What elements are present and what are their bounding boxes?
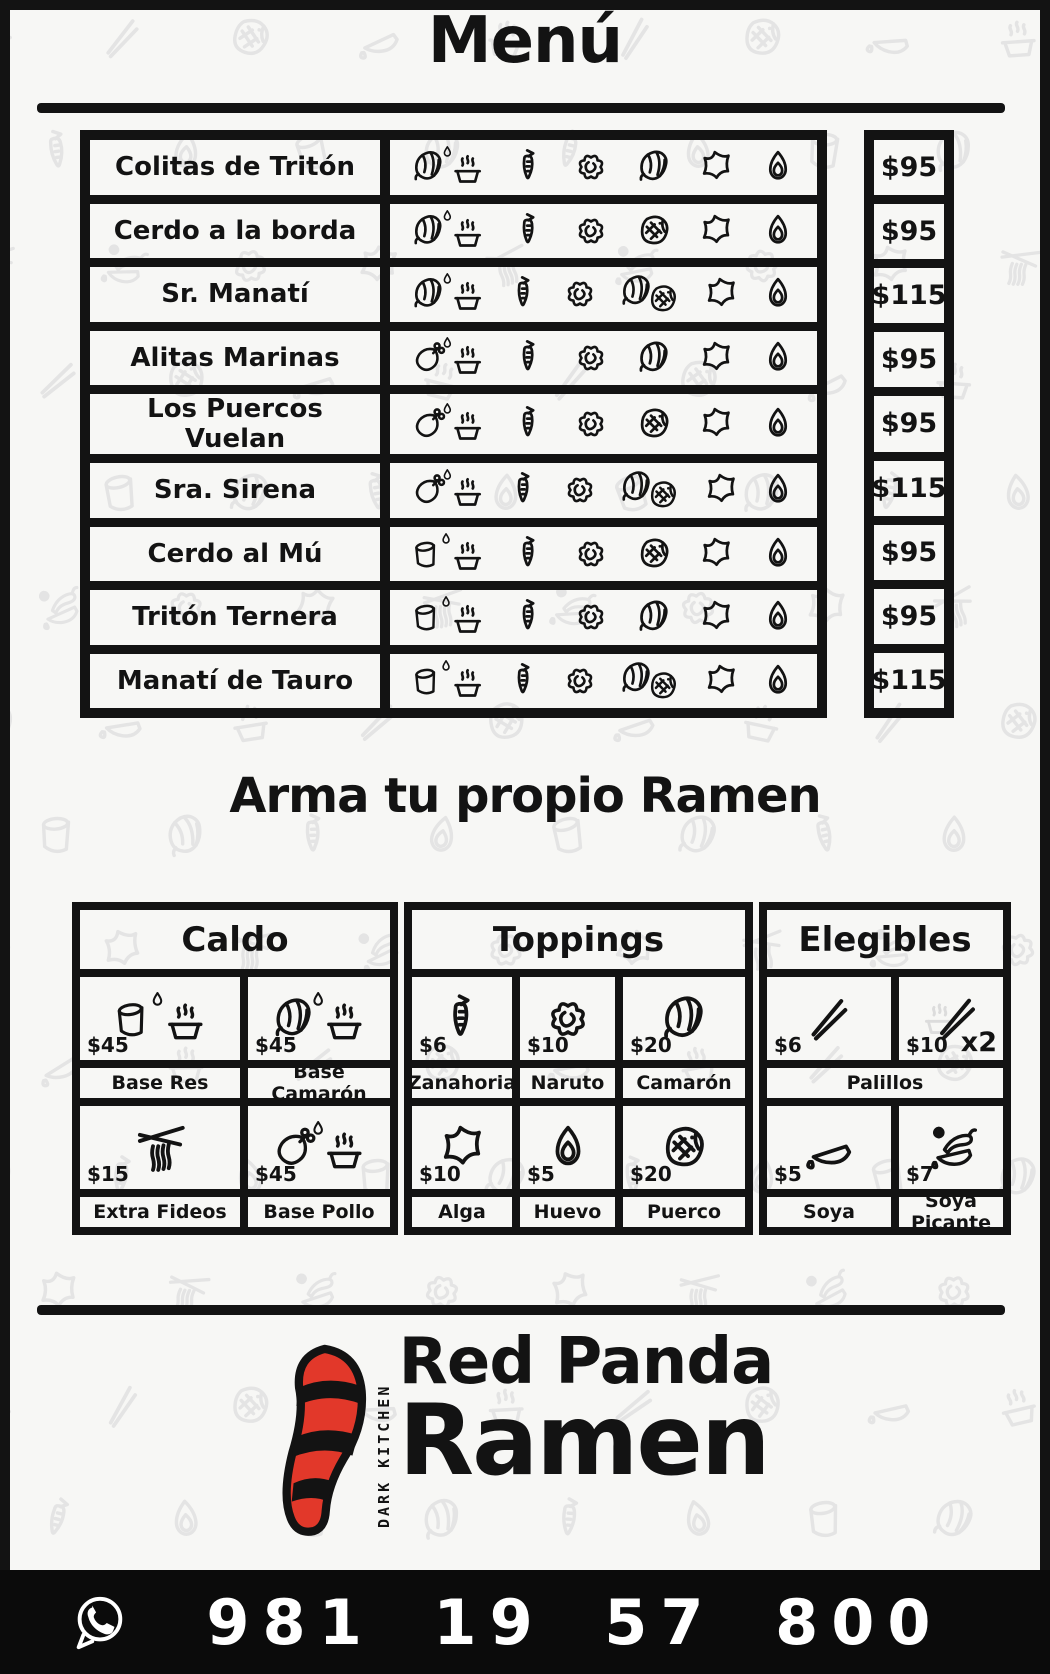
alga-icon: [697, 337, 735, 379]
builder-option-cell: [767, 977, 891, 1060]
menu-row: [90, 581, 817, 645]
builder-option-label: Base Res: [111, 1072, 209, 1094]
huevo-icon: [759, 273, 797, 315]
camaron-puerco-icon: [618, 272, 684, 316]
base-res-icon: [410, 594, 486, 640]
builder-icon-row: [767, 1106, 1003, 1189]
naruto-icon: [572, 337, 610, 379]
brand-logo: [0, 1325, 1050, 1540]
menu-item-ingredients: [390, 331, 817, 386]
alga-icon: [697, 533, 735, 575]
huevo-icon: [759, 337, 797, 379]
builder-option-cell: [512, 977, 615, 1060]
alga-icon: [702, 660, 740, 702]
huevo-icon: [759, 146, 797, 188]
builder-option-price: $45: [255, 1162, 297, 1186]
builder-option-price: $6: [774, 1033, 802, 1057]
brand-line2: Ramen: [398, 1384, 769, 1499]
builder-group-header: Toppings: [412, 910, 745, 977]
builder-option-label: Alga: [438, 1201, 486, 1223]
naruto-icon: [572, 596, 610, 638]
builder-label-row: [767, 1060, 1003, 1106]
builder-icon-row: [412, 977, 745, 1060]
alga-icon: [697, 146, 735, 188]
menu-item-price: $95: [874, 323, 944, 387]
menu-row: [90, 140, 817, 195]
base-camaron-icon: [410, 144, 486, 190]
zanahoria-icon: [510, 596, 548, 638]
menu-table: [80, 130, 827, 718]
builder-option-label: Camarón: [615, 1068, 745, 1098]
alga-icon: [697, 210, 735, 252]
builder-option-price: $15: [87, 1162, 129, 1186]
camaron-puerco-icon: [618, 659, 684, 703]
menu-item-name: Cerdo a la borda: [90, 204, 390, 259]
naruto-icon: [561, 273, 599, 315]
builder-option-price: $10: [419, 1162, 461, 1186]
builder-group: [404, 902, 753, 1235]
builder-group-header: Elegibles: [767, 910, 1003, 977]
menu-item-name: Sr. Manatí: [90, 267, 390, 322]
builder-option-label: Extra Fideos: [93, 1201, 227, 1223]
menu-item-name: Alitas Marinas: [90, 331, 390, 386]
page-title: Menú: [427, 4, 623, 78]
puerco-icon: [635, 210, 673, 252]
base-pollo-icon: [410, 401, 486, 447]
builder-option-cell: [240, 977, 390, 1060]
zanahoria-icon: [510, 210, 548, 252]
huevo-icon: [759, 660, 797, 702]
menu-price-column: [864, 130, 954, 718]
menu-item-name: Sra. Sirena: [90, 463, 390, 518]
zanahoria-icon: [510, 533, 548, 575]
palillos-icon: [803, 991, 855, 1047]
soya-icon: [803, 1120, 855, 1176]
builder-option-cell: [767, 1106, 891, 1189]
menu-item-name: Manatí de Tauro: [90, 654, 390, 709]
builder-label-row: [767, 1189, 1003, 1234]
menu-item-name: Los Puercos Vuelan: [90, 394, 390, 454]
huevo-icon: [759, 210, 797, 252]
brand-line1: Red Panda: [398, 1325, 774, 1399]
puerco-icon: [635, 533, 673, 575]
builder-option-cell: [240, 1106, 390, 1189]
builder-group: [759, 902, 1011, 1235]
naruto-icon: [572, 533, 610, 575]
menu-item-price: $95: [874, 195, 944, 259]
brand-name: [398, 1325, 774, 1499]
logo-divider: [37, 1305, 1005, 1315]
fideos-icon: [128, 1120, 192, 1176]
naruto-icon: [561, 660, 599, 702]
builder-icon-row: [80, 977, 390, 1060]
huevo-icon: [759, 596, 797, 638]
builder-option-price: $20: [630, 1162, 672, 1186]
builder-option-cell: [891, 1106, 1003, 1189]
menu-item-ingredients: [390, 463, 817, 518]
menu-item-ingredients: [390, 654, 817, 709]
puerco-icon: [635, 403, 673, 445]
contact-bar: [0, 1570, 1050, 1674]
menu-item-price: $95: [880, 152, 938, 184]
builder-option-cell: [891, 977, 1003, 1060]
menu-item-price: $95: [874, 580, 944, 644]
huevo-icon: [759, 403, 797, 445]
builder-option-label: Zanahoria: [407, 1072, 517, 1094]
builder-option-label: Base Camarón: [240, 1068, 390, 1098]
quantity-badge: x2: [960, 1027, 997, 1058]
zanahoria-icon: [505, 660, 543, 702]
builder-group-header: Caldo: [80, 910, 390, 977]
menu-row: [90, 645, 817, 709]
naruto-icon: [572, 146, 610, 188]
menu-item-ingredients: [390, 527, 817, 582]
builder-option-cell: [412, 1106, 512, 1189]
zanahoria-icon: [505, 469, 543, 511]
camaron-icon: [635, 596, 673, 638]
alga-icon: [697, 596, 735, 638]
builder-option-label: Naruto: [512, 1068, 615, 1098]
menu-item-price: $95: [874, 387, 944, 451]
builder-option-price: $5: [527, 1162, 555, 1186]
menu-item-name: Colitas de Tritón: [90, 140, 390, 195]
menu-item-ingredients: [390, 267, 817, 322]
camaron-icon: [635, 337, 673, 379]
whatsapp-icon: [68, 1591, 130, 1653]
builder-label-row: [80, 1189, 390, 1227]
camaron-puerco-icon: [618, 468, 684, 512]
phone-number: 981 19 57 800: [206, 1585, 944, 1659]
builder-group: [72, 902, 398, 1235]
menu-row: [90, 258, 817, 322]
alga-icon: [702, 273, 740, 315]
kitchen-label: DARK KITCHEN: [374, 1383, 393, 1528]
base-res-icon: [410, 531, 486, 577]
menu-row: [90, 454, 817, 518]
menu-item-ingredients: [390, 394, 817, 454]
zanahoria-icon: [505, 273, 543, 315]
builder-option-price: $5: [774, 1162, 802, 1186]
menu-item-price: $115: [874, 259, 944, 323]
base-pollo-icon: [410, 467, 486, 513]
builder-icon-row: [412, 1106, 745, 1189]
naruto-icon: [572, 210, 610, 252]
red-panda-tail-icon: [277, 1340, 369, 1540]
builder-option-price: $20: [630, 1033, 672, 1057]
builder-option-label: Soya Picante: [891, 1197, 1003, 1227]
huevo-icon: [759, 469, 797, 511]
builder-option-cell: [615, 977, 745, 1060]
base-camaron-icon: [410, 208, 486, 254]
base-res-icon: [410, 658, 486, 704]
camaron-icon: [635, 146, 673, 188]
alga-icon: [697, 403, 735, 445]
builder-label-row: [407, 1060, 745, 1106]
zanahoria-icon: [510, 146, 548, 188]
menu-row: [90, 195, 817, 259]
builder-option-price: $10: [527, 1033, 569, 1057]
builder-option-price: $7: [906, 1162, 934, 1186]
builder-icon-row: [767, 977, 1003, 1060]
build-your-own-table: [72, 902, 997, 1235]
builder-option-label: Base Pollo: [240, 1197, 390, 1227]
builder-option-price: $45: [255, 1033, 297, 1057]
zanahoria-icon: [510, 337, 548, 379]
naruto-icon: [561, 469, 599, 511]
builder-option-cell: [80, 977, 240, 1060]
huevo-icon: [759, 533, 797, 575]
builder-option-price: $45: [87, 1033, 129, 1057]
builder-option-label: Palillos: [846, 1072, 924, 1094]
alga-icon: [702, 469, 740, 511]
title-divider: [37, 103, 1005, 113]
builder-label-row: [80, 1060, 390, 1106]
menu-item-ingredients: [390, 204, 817, 259]
builder-option-price: $6: [419, 1033, 447, 1057]
naruto-icon: [572, 403, 610, 445]
builder-option-label: Puerco: [615, 1197, 745, 1227]
builder-option-cell: [615, 1106, 745, 1189]
menu-row: [90, 518, 817, 582]
builder-label-row: [412, 1189, 745, 1227]
builder-option-label: Huevo: [512, 1197, 615, 1227]
menu-item-ingredients: [390, 590, 817, 645]
builder-option-cell: [80, 1106, 240, 1189]
builder-option-price: $10: [906, 1033, 948, 1057]
zanahoria-icon: [510, 403, 548, 445]
menu-item-price: $115: [874, 452, 944, 516]
base-pollo-icon: [410, 335, 486, 381]
menu-item-name: Tritón Ternera: [90, 590, 390, 645]
builder-option-cell: [412, 977, 512, 1060]
builder-icon-row: [80, 1106, 390, 1189]
menu-item-price: $115: [874, 644, 944, 708]
menu-item-ingredients: [390, 140, 817, 195]
menu-item-price: $95: [874, 516, 944, 580]
builder-title: Arma tu propio Ramen: [229, 768, 821, 824]
menu-row: [90, 322, 817, 386]
menu-row: [90, 385, 817, 454]
builder-option-cell: [512, 1106, 615, 1189]
menu-item-name: Cerdo al Mú: [90, 527, 390, 582]
base-camaron-icon: [410, 271, 486, 317]
builder-option-label: Soya: [803, 1201, 855, 1223]
